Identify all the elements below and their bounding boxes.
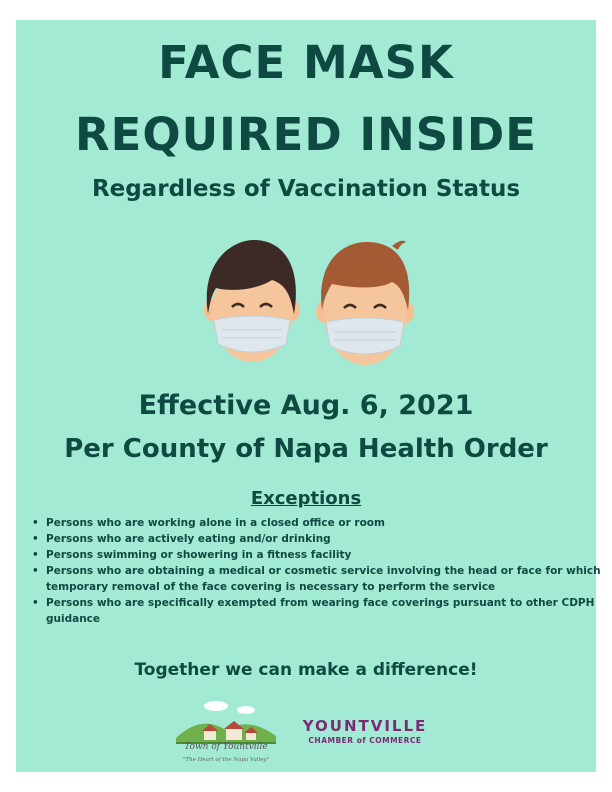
- boy-face-mask-icon: [316, 241, 414, 365]
- town-tagline: "The Heart of the Napa Valley": [182, 757, 270, 763]
- exceptions-heading: Exceptions: [250, 488, 362, 509]
- exception-item: • Persons who are obtaining a medical or cosmetic service involving the head or face for which temporary removal of the face covering is necessary to perform the service: [46, 563, 602, 595]
- masked-faces-illustration: [192, 232, 422, 377]
- town-name: Town of Yountville: [184, 742, 268, 752]
- exceptions-list: [30, 515, 602, 627]
- title-line-1: FACE MASK: [158, 36, 454, 89]
- closing-message: Together we can make a difference!: [134, 660, 478, 680]
- chamber-name: YOUNTVILLE: [302, 717, 428, 735]
- chamber-subtitle: CHAMBER of COMMERCE: [308, 736, 422, 745]
- title-line-2: REQUIRED INSIDE: [75, 108, 537, 161]
- exception-item: • Persons who are working alone in a closed office or room: [46, 515, 602, 531]
- subtitle: Regardless of Vaccination Status: [91, 176, 521, 202]
- girl-face-mask-icon: [204, 240, 300, 362]
- exception-item: • Persons who are specifically exempted from wearing face coverings pursuant to other CDPH guidance: [46, 595, 602, 627]
- effective-date: Effective Aug. 6, 2021: [138, 390, 474, 421]
- exception-item: • Persons who are actively eating and/or drinking: [46, 531, 602, 547]
- poster: [16, 20, 601, 772]
- exception-item: • Persons swimming or showering in a fitness facility: [46, 547, 602, 563]
- health-order: Per County of Napa Health Order: [64, 434, 548, 464]
